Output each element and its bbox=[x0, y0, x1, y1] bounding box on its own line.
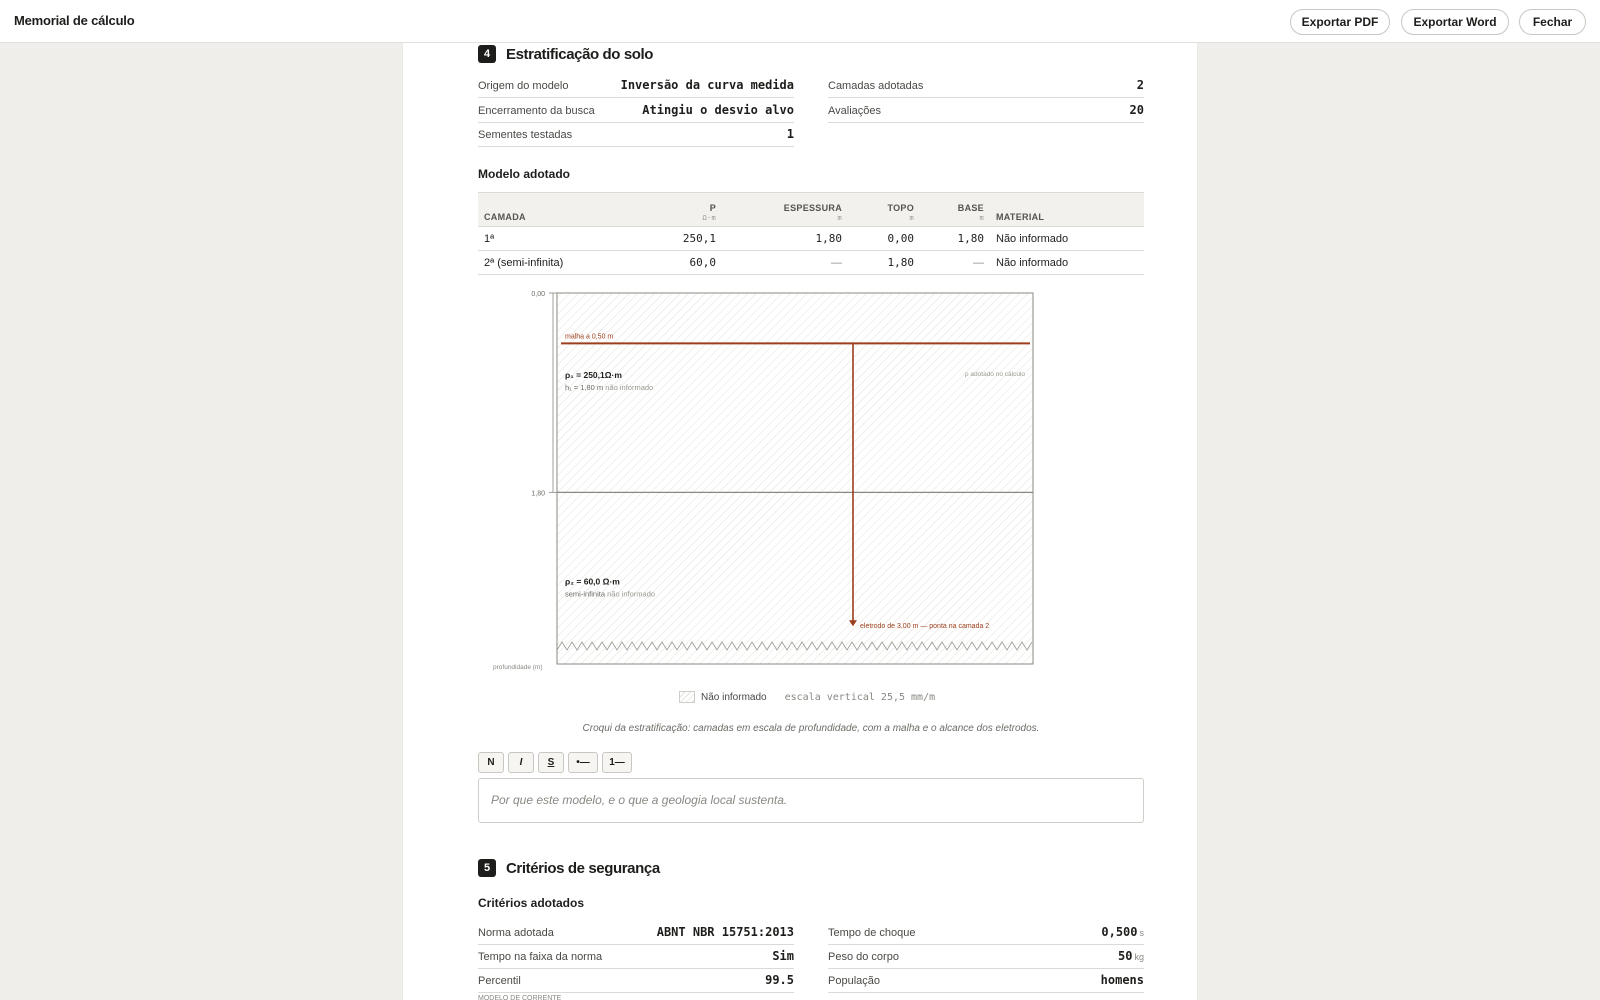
layer-1-detail bbox=[565, 383, 653, 392]
kv-value: ABNT NBR 15751:2013 bbox=[656, 925, 794, 939]
kv-value: 2 bbox=[1136, 78, 1144, 92]
criteria-subtitle: Critérios adotados bbox=[478, 896, 585, 910]
italic-button[interactable]: I bbox=[508, 752, 534, 773]
kv-value: Atingiu o desvio alvo bbox=[642, 103, 794, 117]
table-header-row bbox=[478, 193, 1144, 227]
kv-norma bbox=[478, 921, 794, 945]
kv-label: Encerramento da busca bbox=[478, 105, 595, 117]
model-subtitle: Modelo adotado bbox=[478, 167, 570, 181]
kv-label: Sementes testadas bbox=[478, 129, 573, 141]
kv-percentil bbox=[478, 969, 794, 993]
cell-base: — bbox=[920, 251, 990, 275]
window-title: Memorial de cálculo bbox=[14, 13, 135, 28]
legend-label: Não informado bbox=[701, 691, 767, 703]
cell-camada: 2ª (semi-infinita) bbox=[478, 251, 638, 275]
bullet-list-button[interactable]: •— bbox=[568, 752, 598, 773]
cell-rho: 60,0 bbox=[638, 251, 722, 275]
justification-editor[interactable] bbox=[478, 778, 1144, 823]
section-4-title: Estratificação do solo bbox=[506, 45, 654, 63]
layer-1-rho: ρ₁ = 250,1Ω·m bbox=[565, 370, 622, 380]
export-word-button[interactable]: Exportar Word bbox=[1401, 9, 1509, 35]
cutoff-label: MODELO DE CORRENTE bbox=[478, 995, 562, 1000]
kv-avaliacoes bbox=[828, 99, 1144, 123]
cell-espessura: — bbox=[722, 251, 848, 275]
kv-label: Tempo de choque bbox=[828, 927, 916, 939]
top-bar bbox=[0, 0, 1600, 43]
diagram-caption: Croqui da estratificação: camadas em escala de profundidade, com a malha e o alcance dos eletrodos. bbox=[582, 723, 1040, 734]
col-camada: CAMADA bbox=[478, 193, 638, 227]
section-5-number: 5 bbox=[478, 859, 496, 877]
cell-espessura: 1,80 bbox=[722, 227, 848, 251]
model-table bbox=[478, 192, 1144, 275]
cell-topo: 0,00 bbox=[848, 227, 920, 251]
kv-value: homens bbox=[1100, 973, 1144, 987]
cell-base: 1,80 bbox=[920, 227, 990, 251]
kv-value: Inversão da curva medida bbox=[620, 78, 794, 92]
layer-2-detail bbox=[565, 589, 655, 598]
col-espessura: ESPESSURA m bbox=[722, 193, 848, 227]
mesh-label: malha a 0,50 m bbox=[565, 333, 614, 341]
kv-label: Peso do corpo bbox=[828, 951, 899, 963]
section-4-number: 4 bbox=[478, 45, 496, 63]
section-5-title: Critérios de segurança bbox=[506, 859, 660, 877]
export-pdf-button[interactable]: Exportar PDF bbox=[1290, 9, 1390, 35]
rho-note: ρ adotado no cálculo bbox=[964, 371, 1025, 378]
table-row bbox=[478, 227, 1144, 251]
kv-unit: kg bbox=[1134, 952, 1144, 962]
kv-label: Percentil bbox=[478, 975, 521, 987]
hatch-swatch-icon bbox=[679, 691, 695, 703]
electrode-label: eletrodo de 3,00 m — ponta na camada 2 bbox=[860, 623, 990, 631]
kv-tempo-choque bbox=[828, 921, 1144, 945]
col-rho: Ρ Ω·m bbox=[638, 193, 722, 227]
document-page[interactable] bbox=[403, 0, 1197, 1000]
kv-label: Origem do modelo bbox=[478, 80, 569, 92]
kv-unit: s bbox=[1139, 928, 1144, 938]
col-topo: TOPO m bbox=[848, 193, 920, 227]
kv-peso-corpo bbox=[828, 945, 1144, 969]
legend-scale: escala vertical 25,5 mm/m bbox=[784, 691, 936, 703]
underline-button[interactable]: S bbox=[538, 752, 564, 773]
col-base: BASE m bbox=[920, 193, 990, 227]
kv-populacao bbox=[828, 969, 1144, 993]
kv-tempo-faixa bbox=[478, 945, 794, 969]
kv-label: Tempo na faixa da norma bbox=[478, 951, 603, 963]
table-row bbox=[478, 251, 1144, 275]
kv-value: 99.5 bbox=[765, 973, 794, 987]
kv-value: 1 bbox=[786, 127, 794, 141]
layer-1-material: não informado bbox=[605, 383, 654, 392]
bold-button[interactable]: N bbox=[478, 752, 504, 773]
cell-material: Não informado bbox=[990, 251, 1144, 275]
cell-camada: 1ª bbox=[478, 227, 638, 251]
layer-2-material: não informado bbox=[607, 589, 656, 599]
layer-hatch bbox=[557, 293, 1033, 664]
layer-2-extent: semi-infinita bbox=[565, 589, 606, 599]
cell-rho: 250,1 bbox=[638, 227, 722, 251]
kv-label: Avaliações bbox=[828, 105, 881, 117]
close-button[interactable]: Fechar bbox=[1519, 9, 1586, 35]
y-tick-label: 0,00 bbox=[531, 291, 545, 298]
kv-sementes-testadas bbox=[478, 123, 794, 147]
kv-encerramento-busca bbox=[478, 99, 794, 123]
numbered-list-button[interactable]: 1— bbox=[602, 752, 632, 773]
layer-2-rho: ρ₂ = 60,0 Ω·m bbox=[565, 576, 620, 587]
y-tick-label: 1,80 bbox=[531, 490, 545, 498]
kv-value: 0,500 s bbox=[1101, 925, 1144, 939]
y-axis-label: profundidade (m) bbox=[493, 664, 543, 671]
kv-value: Sim bbox=[772, 949, 794, 963]
diagram-legend bbox=[679, 691, 935, 703]
cell-topo: 1,80 bbox=[848, 251, 920, 275]
stratification-diagram bbox=[478, 283, 1038, 678]
kv-label: Norma adotada bbox=[478, 927, 554, 939]
kv-label: População bbox=[828, 975, 880, 987]
kv-value: 50 kg bbox=[1118, 949, 1144, 963]
layer-1-thickness: h₁ = 1,80 m bbox=[565, 383, 604, 392]
section-4-header bbox=[478, 45, 653, 63]
cell-material: Não informado bbox=[990, 227, 1144, 251]
kv-value: 20 bbox=[1129, 103, 1144, 117]
col-material: MATERIAL bbox=[990, 193, 1144, 227]
kv-origem-modelo bbox=[478, 74, 794, 98]
kv-label: Camadas adotadas bbox=[828, 80, 924, 92]
kv-camadas-adotadas bbox=[828, 74, 1144, 98]
editor-placeholder: Por que este modelo, e o que a geologia local sustenta. bbox=[491, 793, 788, 807]
section-5-header bbox=[478, 859, 660, 877]
